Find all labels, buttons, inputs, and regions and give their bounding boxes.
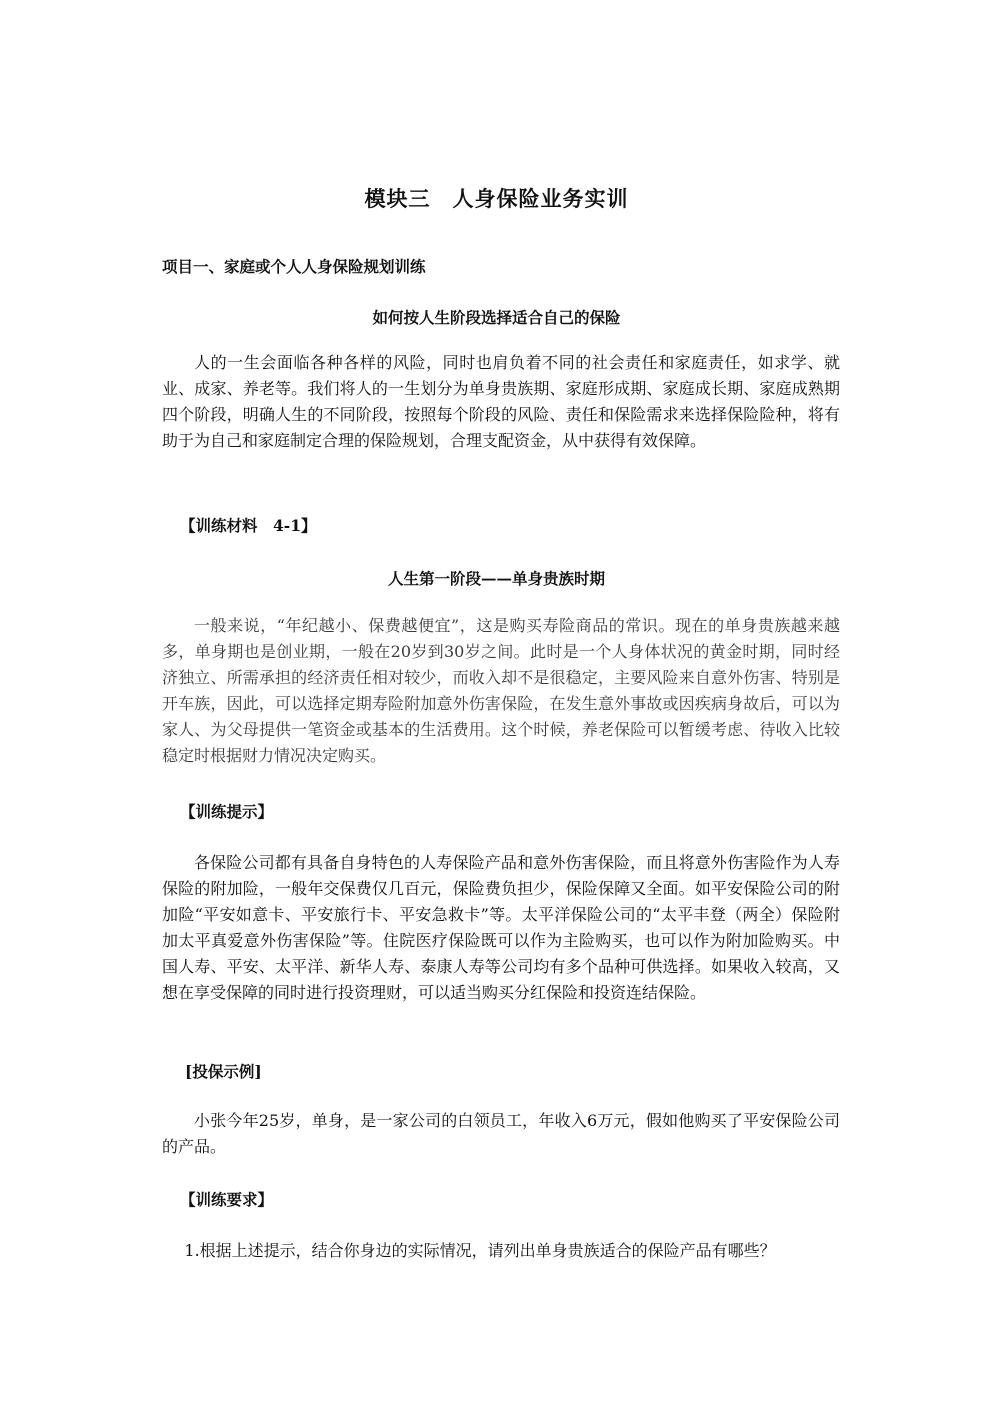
intro-paragraph: 人的一生会面临各种各样的风险，同时也肩负着不同的社会责任和家庭责任，如求学、就业、成家、养老等。我们将人的一生划分为单身贵族期、家庭形成期、家庭成长期、家庭成熟期四个阶段，明确人生的不同阶段，按照每个阶段的风险、责任和保险需求来选择保险险种，将有助于为自己和家庭制定合理的保险规划，合理支配资金，从中获得有效保障。: [162, 353, 840, 450]
stage-title: 人生第一阶段——单身贵族时期: [387, 569, 605, 588]
page-title: 模块三 人身保险业务实训: [364, 186, 629, 211]
tips-heading: 【训练提示】: [180, 802, 274, 821]
example-paragraph: 小张今年25岁，单身，是一家公司的白领员工，年收入6万元，假如他购买了平安保险公司的产品。: [162, 1111, 840, 1156]
requirement-heading: 【训练要求】: [180, 1190, 274, 1209]
requirement-item: 1.根据上述提示，结合你身边的实际情况，请列出单身贵族适合的保险产品有哪些？: [184, 1241, 776, 1260]
tips-paragraph: 各保险公司都有具备自身特色的人寿保险产品和意外伤害保险，而且将意外伤害险作为人寿保险的附加险，一般年交保费仅几百元，保险费负担少，保险保障又全面。如平安保险公司的附加险“平安如意卡、平安旅行卡、平安急救卡”等。太平洋保险公司的“太平丰登（两全）保险附加太平真爱意外伤害保险”等。住院医疗保险既可以作为主险购买，也可以作为附加险购买。中国人寿、平安、太平洋、新华人寿、泰康人寿等公司均有多个品种可供选择。如果收入较高，又想在享受保障的同时进行投资理财，可以适当购买分红保险和投资连结保险。: [162, 853, 840, 1002]
subtitle: 如何按人生阶段选择适合自己的保险: [372, 308, 621, 327]
example-heading: [投保示例]: [185, 1062, 262, 1081]
project-heading: 项目一、家庭或个人人身保险规划训练: [162, 257, 426, 276]
material-heading: 【训练材料 4-1】: [180, 516, 317, 535]
stage-paragraph: 一般来说，“年纪越小、保费越便宜”，这是购买寿险商品的常识。现在的单身贵族越来越多，单身期也是创业期，一般在20岁到30岁之间。此时是一个人身体状况的黄金时期，同时经济独立、所需承担的经济责任相对较少，而收入却不是很稳定，主要风险来自意外伤害、特别是开车族，因此，可以选择定期寿险附加意外伤害保险，在发生意外事故或因疾病身故后，可以为家人、为父母提供一笔资金或基本的生活费用。这个时候，养老保险可以暂缓考虑、待收入比较稳定时根据财力情况决定购买。: [162, 616, 840, 765]
